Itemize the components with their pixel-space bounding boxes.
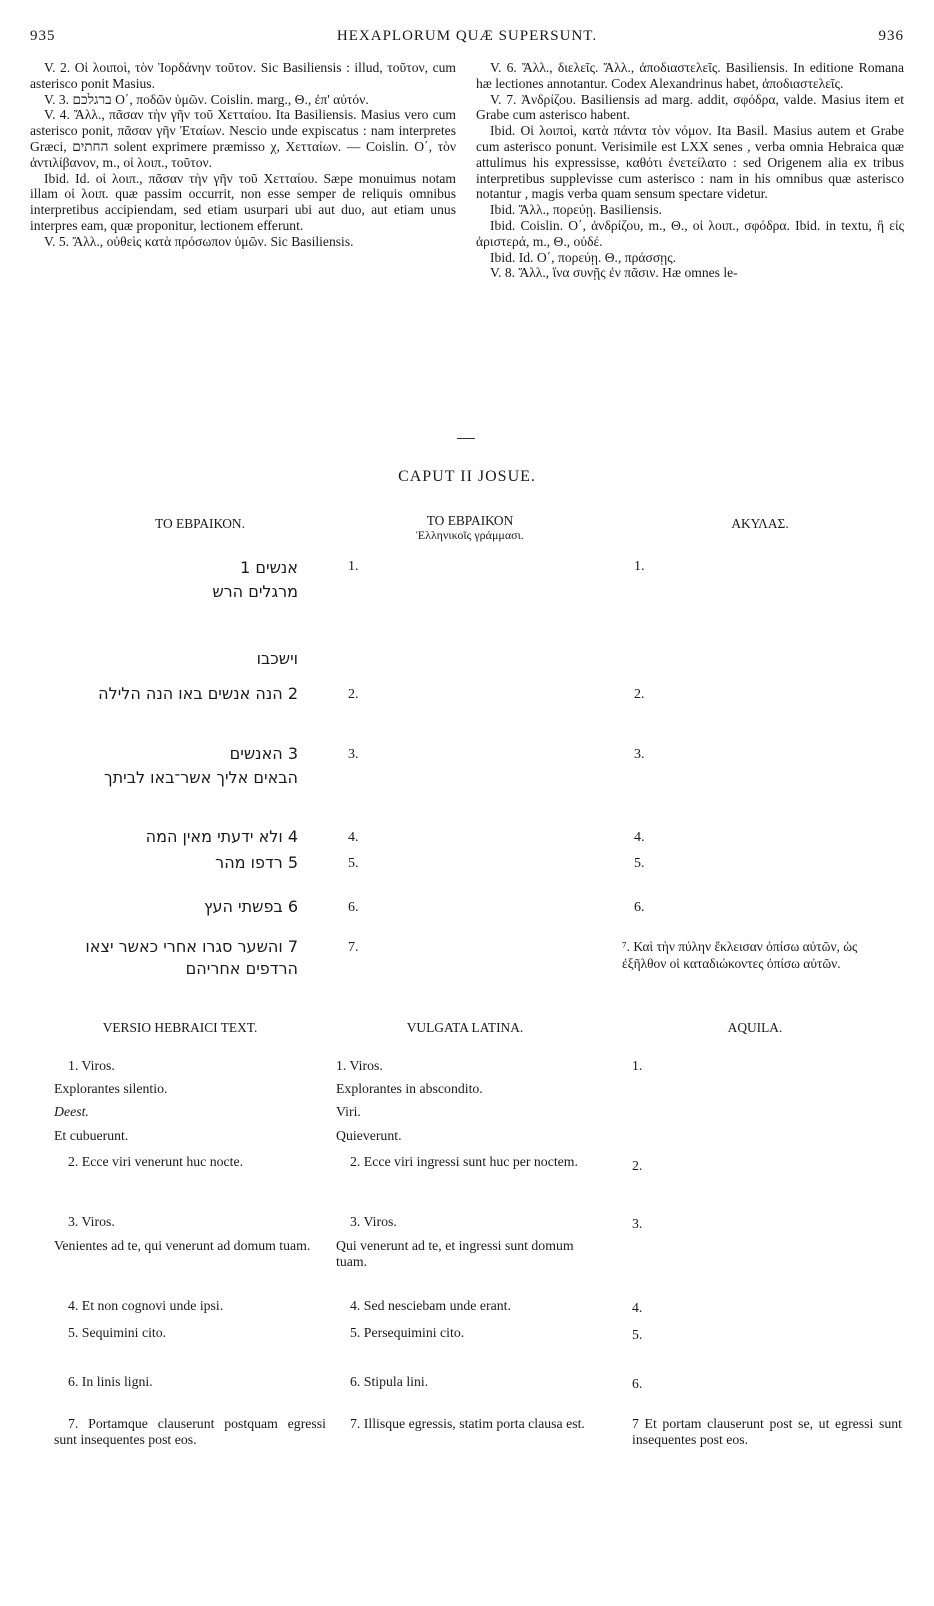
hebrew-line: 4 ולא ידעתי מאין המה [145, 827, 298, 846]
hebrew-line: הבאים אליך אשר־באו לביתך [104, 768, 298, 787]
verse-number: 1. [348, 559, 359, 574]
col-head-aquila-greek: ΑΚΥΛΑΣ. [731, 516, 789, 531]
aquila-line: 4. [632, 1300, 643, 1315]
hebrew-line: אנשים 1 [240, 558, 298, 577]
note-paragraph: Ibid. Ἄλλ., πορεύῃ. Basiliensis. [490, 202, 662, 218]
versio-line: 3. Viros. [68, 1214, 115, 1229]
aquila-line: 1. [632, 1058, 643, 1073]
vulgata-line: Viri. [336, 1104, 361, 1119]
notes-column-right [476, 60, 904, 281]
versio-line: 7. Portamque clauserunt postquam egressi sunt insequentes post eos. [54, 1416, 326, 1447]
page-header [30, 28, 904, 52]
verse-number: 7. [348, 940, 359, 955]
versio-line: 1. Viros. [68, 1058, 115, 1073]
hebrew-line: 5 רדפו מהר [215, 853, 298, 872]
verse-number: 3. [348, 747, 359, 762]
note-paragraph: Ibid. Id. Ο΄, πορεύῃ. Θ., πράσσῃς. [490, 249, 677, 265]
col-head-hebraicon-greek-title: ΤΟ ΕΒΡΑΙΚΟΝ [426, 513, 514, 528]
verse-number: 6. [348, 900, 359, 915]
aquila-line: 6. [632, 1376, 643, 1391]
hebrew-line: 3 האנשים [229, 744, 298, 763]
vulgata-line: Explorantes in abscondito. [336, 1081, 483, 1096]
vulgata-line: Qui venerunt ad te, et ingressi sunt domum tuam. [336, 1238, 574, 1269]
note-paragraph: V. 6. Ἄλλ., διελεῖς. Ἄλλ., ἀποδιαστελεῖς. Basiliensis. In editione Romana hæ lectiones annotantur. Codex Alexandrinus habet, ἀποδιαστελεῖς. [476, 60, 904, 91]
running-title: HEXAPLORUM QUÆ SUPERSUNT. [336, 28, 598, 44]
section-divider [457, 438, 475, 439]
hebrew-line: הרדפים אחריהם [185, 959, 298, 978]
verse-number: 5. [634, 856, 645, 871]
vulgata-line: 4. Sed nesciebam unde erant. [350, 1298, 511, 1313]
col-head-hebraicon-greek [340, 513, 600, 543]
verse-number: 6. [634, 900, 645, 915]
versio-line: Venientes ad te, qui venerunt ad domum tuam. [54, 1238, 311, 1253]
vulgata-line: Quieverunt. [336, 1128, 402, 1143]
col-head-hebraicon: ΤΟ ΕΒΡΑΙΚΟΝ. [155, 516, 245, 531]
aquila-line: 7 Et portam clauserunt post se, ut egressi sunt insequentes post eos. [632, 1416, 902, 1447]
aquila-greek-verse-7: ⁷. Καὶ τὴν πύλην ἔκλεισαν ὀπίσω αὐτῶν, ὡς ἐξῆλθον οἱ καταδιώκοντες ὀπίσω αὐτῶν. [622, 939, 858, 971]
vulgata-line: 7. Illisque egressis, statim porta clausa est. [350, 1416, 585, 1431]
versio-line: Explorantes silentio. [54, 1081, 168, 1096]
page-number-left: 935 [30, 28, 56, 44]
chapter-title: CAPUT II JOSUE. [398, 468, 536, 485]
col-head-vulgata: VULGATA LATINA. [406, 1020, 524, 1035]
note-paragraph: Ibid. Coislin. Ο΄, ἀνδρίζου, m., Θ., οἱ λοιπ., σφόδρα. Ibid. in textu, ἢ εἰς ἀριστερά, m., Θ., οὐδέ. [476, 217, 904, 249]
col-head-versio: VERSIO HEBRAICI TEXT. [102, 1020, 258, 1035]
hebrew-line: 6 בפשתי העץ [203, 897, 298, 916]
page-number-right: 936 [878, 28, 904, 44]
verse-number: 4. [348, 830, 359, 845]
note-paragraph: V. 4. Ἄλλ., πᾶσαν τὴν γῆν τοῦ Χετταίου. Ita Basiliensis. Masius vero cum asterisco ponit, πᾶσαν γῆν Ἐταίων. Nescio unde expiscatus : nam interpretes Græci, החתים solent exprimere præmisso χ, Χετταίων. — Coislin. Ο΄, τὸν ἀντιλίβανον, m., οἱ λοιπ., τοῦτον. [30, 107, 456, 170]
note-paragraph: V. 8. Ἄλλ., ἵνα συνῇς ἐν πᾶσιν. Hæ omnes le- [490, 265, 738, 281]
hebrew-line: 7 והשער סגרו אחרי כאשר יצאו [85, 937, 298, 956]
verse-number: 2. [634, 687, 645, 702]
verse-number: 1. [634, 559, 645, 574]
vulgata-line: 6. Stipula lini. [350, 1374, 429, 1389]
versio-line: 2. Ecce viri venerunt huc nocte. [68, 1154, 244, 1169]
note-paragraph: V. 7. Ἀνδρίζου. Basiliensis ad marg. addit, σφόδρα, valde. Masius item et Grabe cum asterisco habent. [476, 91, 904, 123]
aquila-line: 2. [632, 1158, 643, 1173]
vulgata-line: 5. Persequimini cito. [350, 1325, 465, 1340]
hebrew-line: מרגלים הרש [212, 582, 298, 601]
note-paragraph: V. 5. Ἄλλ., οὐθεὶς κατὰ πρόσωπον ὑμῶν. Sic Basiliensis. [44, 233, 354, 249]
versio-line: 5. Sequimini cito. [68, 1325, 167, 1340]
note-paragraph: Ibid. Id. οἱ λοιπ., πᾶσαν τὴν γῆν τοῦ Χετταίου. Sæpe monuimus notam illam οἱ λοιπ. quæ passim occurrit, non esse semper de reliquis omnibus interpretibus accipiendam, sed etiam usurpari ubi aut duo, aut etiam unus interpres eam, quæ proponitur, lectionem efferunt. [30, 170, 456, 233]
col-head-aquila: AQUILA. [727, 1020, 783, 1035]
aquila-line: 3. [632, 1216, 643, 1231]
vulgata-line: 1. Viros. [336, 1058, 383, 1073]
versio-line: Et cubuerunt. [54, 1128, 129, 1143]
aquila-line: 5. [632, 1327, 643, 1342]
verse-number: 4. [634, 830, 645, 845]
note-paragraph: V. 3. ברגלכם Ο΄, ποδῶν ὑμῶν. Coislin. marg., Θ., ἐπ' αὐτόν. [44, 91, 369, 107]
notes-column-left [30, 60, 456, 250]
col-head-hebraicon-greek-sub: Ἑλληνικοῖς γράμμασι. [416, 528, 524, 542]
versio-line: Deest. [54, 1104, 89, 1119]
vulgata-line: 3. Viros. [350, 1214, 397, 1229]
hebrew-line: 2 הנה אנשים באו הנה הלילה [98, 684, 298, 703]
verse-number: 2. [348, 687, 359, 702]
note-paragraph: Ibid. Οἱ λοιποὶ, κατὰ πάντα τὸν νόμον. Ita Basil. Masius autem et Grabe cum asterisco ponunt. Verisimile est LXX senes , verba omnia Hebraica quæ attulimus his expressisse, καθότι ἐνετείλατο : sed Origenem alia ex tribus interpretibus supplevisse cum asterisco : nam in his omnibus quæ asterisco notantur , magis verba quam sensum spectare videtur. [476, 123, 904, 202]
hebrew-line: וישכבו [256, 649, 298, 668]
note-paragraph: V. 2. Οἱ λοιποὶ, τὸν Ἰορδάνην τοῦτον. Sic Basiliensis : illud, τοῦτον, cum asterisco ponit Masius. [30, 60, 456, 91]
verse-number: 5. [348, 856, 359, 871]
vulgata-line: 2. Ecce viri ingressi sunt huc per noctem. [350, 1154, 578, 1169]
versio-line: 4. Et non cognovi unde ipsi. [68, 1298, 224, 1313]
verse-number: 3. [634, 747, 645, 762]
versio-line: 6. In linis ligni. [68, 1374, 153, 1389]
